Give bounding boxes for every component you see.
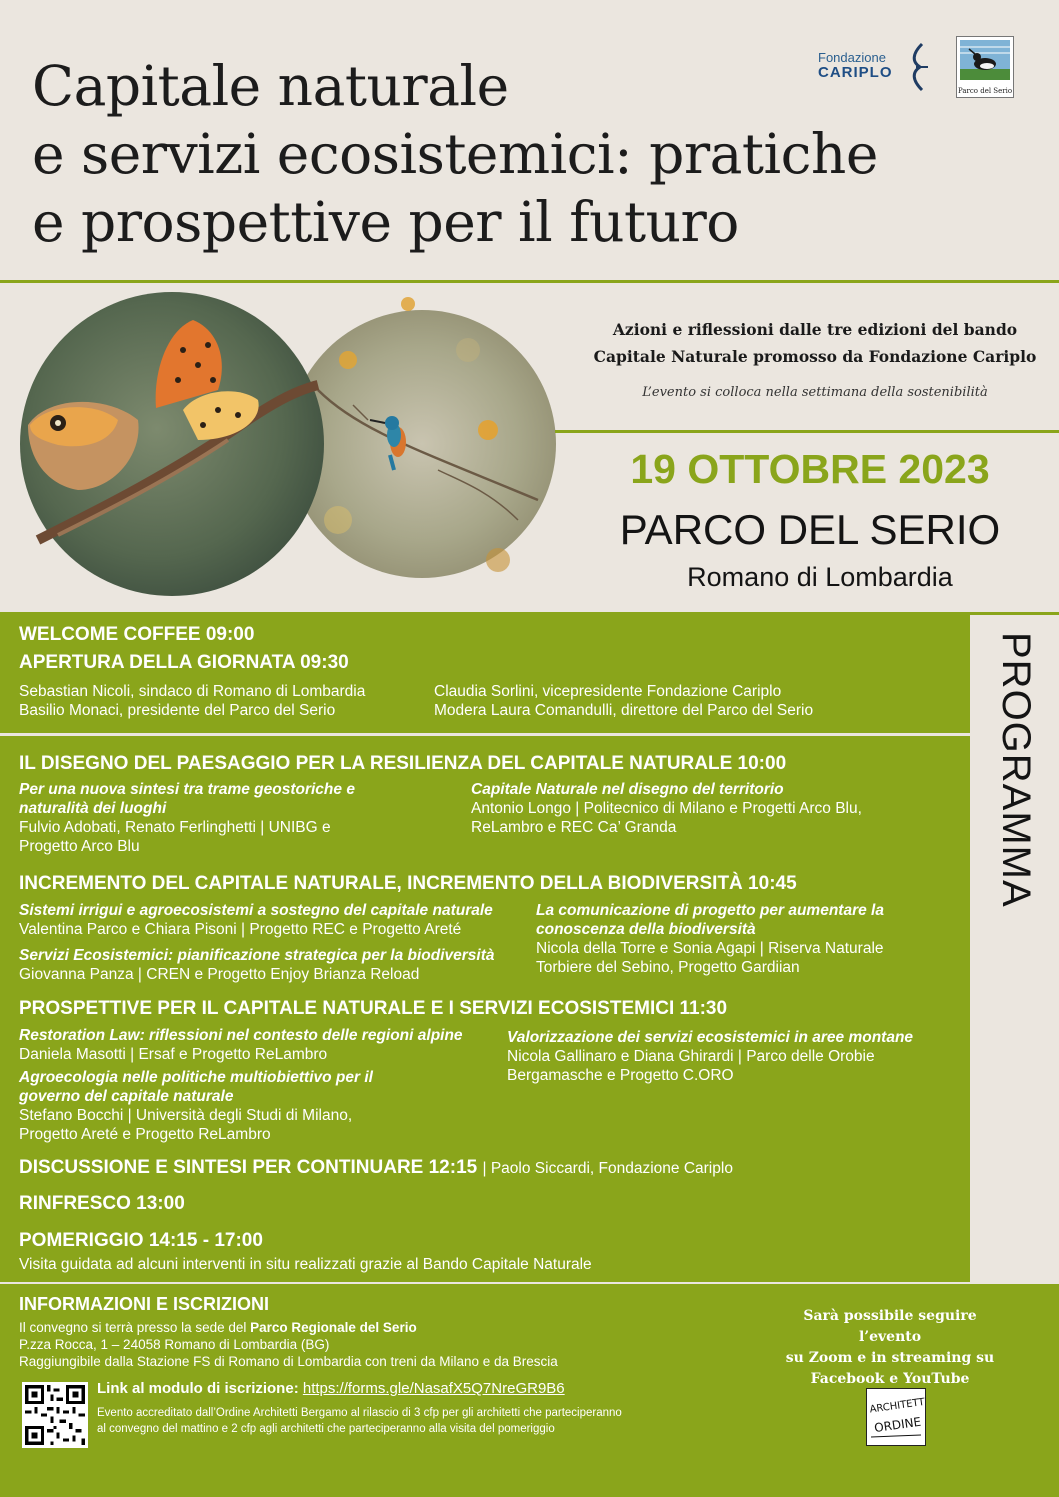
kingfisher-photo xyxy=(288,297,556,578)
info-title: INFORMAZIONI E ISCRIZIONI xyxy=(19,1294,269,1314)
section-2-talk-c xyxy=(536,901,956,977)
middle-divider xyxy=(555,430,1059,433)
info-address xyxy=(19,1319,739,1370)
talk-speakers: Progetto Arco Blu xyxy=(19,838,140,855)
talk-speakers: Giovanna Panza | CREN e Progetto Enjoy Brianza Reload xyxy=(19,966,420,983)
event-date: 19 OTTOBRE 2023 xyxy=(630,446,990,492)
fondazione-cariplo-logo xyxy=(818,42,930,92)
section-1-talk-a xyxy=(19,780,459,856)
talk-title: conoscenza della biodiversità xyxy=(536,921,756,938)
talk-speakers: ReLambro e REC Ca’ Granda xyxy=(471,819,677,836)
section-1-talk-b xyxy=(471,780,961,837)
event-subtitle xyxy=(580,316,1050,370)
cariplo-logo-line-2: CARIPLO xyxy=(818,64,893,81)
talk-speakers: Daniela Masotti | Ersaf e Progetto ReLambro xyxy=(19,1046,328,1063)
info-line: Raggiungibile dalla Stazione FS di Romano di Lombardia con treni da Milano e da Brescia xyxy=(19,1354,558,1369)
info-venue-prefix: Il convegno si terrà presso la sede del xyxy=(19,1320,251,1335)
title-line-1: Capitale naturale xyxy=(32,54,509,118)
lunch: RINFRESCO 13:00 xyxy=(19,1193,185,1214)
streaming-line: Sarà possibile seguire l’evento xyxy=(803,1308,977,1345)
title-line-2: e servizi ecosistemici: pratiche xyxy=(32,122,878,186)
architects-stamp-icon xyxy=(867,1389,925,1445)
opening-speaker: Claudia Sorlini, vicepresidente Fondazione Cariplo xyxy=(434,683,782,700)
afternoon-title: POMERIGGIO 14:15 - 17:00 xyxy=(19,1230,263,1251)
streaming-line: su Zoom e in streaming su xyxy=(785,1350,995,1366)
section-1-title: IL DISEGNO DEL PAESAGGIO PER LA RESILIENZA DEL CAPITALE NATURALE 10:00 xyxy=(19,753,787,774)
info-line: P.zza Rocca, 1 – 24058 Romano di Lombardia (BG) xyxy=(19,1337,330,1352)
subtitle-line-1: Azioni e riflessioni dalle tre edizioni del bando xyxy=(612,320,1018,339)
program-divider xyxy=(0,733,970,736)
info-line xyxy=(19,1319,739,1336)
afternoon-text: Visita guidata ad alcuni interventi in situ realizzati grazie al Bando Capitale Naturale xyxy=(19,1256,592,1273)
talk-title: governo del capitale naturale xyxy=(19,1088,234,1105)
accreditation-note xyxy=(97,1405,777,1437)
sustainability-note: L’evento si colloca nella settimana della sostenibilità xyxy=(642,385,988,400)
talk-title: Per una nuova sintesi tra trame geostoriche e xyxy=(19,781,355,798)
talk-title: La comunicazione di progetto per aumentare la xyxy=(536,902,884,919)
lapwing-bird-icon xyxy=(957,37,1013,83)
talk-title: Capitale Naturale nel disegno del territorio xyxy=(471,781,784,798)
opening-speakers-left xyxy=(19,682,429,720)
subtitle-line-2: Capitale Naturale promosso da Fondazione Cariplo xyxy=(593,347,1037,366)
talk-title: Servizi Ecosistemici: pianificazione strategica per la biodiversità xyxy=(19,947,495,964)
talk-speakers: Nicola della Torre e Sonia Agapi | Riserva Naturale xyxy=(536,940,884,957)
discussion-title: DISCUSSIONE E SINTESI PER CONTINUARE 12:15 xyxy=(19,1157,478,1178)
program-label xyxy=(988,632,1038,922)
talk-speakers: Antonio Longo | Politecnico di Milano e Progetti Arco Blu, xyxy=(471,800,862,817)
discussion xyxy=(19,1157,733,1179)
cariplo-logo-line-1: Fondazione xyxy=(818,50,886,65)
talk-speakers: Stefano Bocchi | Università degli Studi di Milano, xyxy=(19,1107,353,1124)
svg-text:ARCHITETTI: ARCHITETTI xyxy=(869,1396,925,1416)
welcome-coffee: WELCOME COFFEE 09:00 xyxy=(19,624,255,645)
talk-title: Restoration Law: riflessioni nel contesto delle regioni alpine xyxy=(19,1027,463,1044)
qr-code-icon[interactable] xyxy=(22,1382,88,1448)
parco-del-serio-logo xyxy=(956,36,1014,98)
discussion-speaker: | Paolo Siccardi, Fondazione Cariplo xyxy=(482,1160,733,1177)
opening-title: APERTURA DELLA GIORNATA 09:30 xyxy=(19,652,349,673)
info-venue-name: Parco Regionale del Serio xyxy=(250,1320,417,1335)
butterfly-photo xyxy=(20,292,324,596)
talk-title: Agroecologia nelle politiche multiobiettivo per il xyxy=(19,1069,373,1086)
section-2-title: INCREMENTO DEL CAPITALE NATURALE, INCREMENTO DELLA BIODIVERSITÀ 10:45 xyxy=(19,873,797,894)
parco-del-serio-logo-caption: Parco del Serio xyxy=(957,87,1013,95)
accreditation-line: Evento accreditato dall’Ordine Architetti Bergamo al rilascio di 3 cfp per gli architetti che parteciperanno xyxy=(97,1407,622,1419)
section-2-talk-b xyxy=(19,946,529,984)
talk-speakers: Progetto Areté e Progetto ReLambro xyxy=(19,1126,271,1143)
accreditation-line: al convegno del mattino e 2 cfp agli architetti che parteciperanno alla visita del pomeriggio xyxy=(97,1423,555,1435)
ordine-architetti-stamp xyxy=(866,1388,926,1446)
registration-link[interactable]: https://forms.gle/NasafX5Q7NreGR9B6 xyxy=(302,1380,565,1397)
page-title xyxy=(32,52,932,256)
opening-speakers-right xyxy=(434,682,954,720)
program-label-text: PROGRAMMA xyxy=(994,632,1038,908)
title-line-3: e prospettive per il futuro xyxy=(32,190,739,254)
event-city: Romano di Lombardia xyxy=(687,562,953,592)
talk-speakers: Bergamasche e Progetto C.ORO xyxy=(507,1067,734,1084)
registration-link-label: Link al modulo di iscrizione: xyxy=(97,1380,303,1397)
svg-text:ORDINE: ORDINE xyxy=(873,1414,922,1436)
talk-title: Valorizzazione dei servizi ecosistemici in aree montane xyxy=(507,1029,914,1046)
opening-speaker: Basilio Monaci, presidente del Parco del Serio xyxy=(19,702,336,719)
talk-speakers: Nicola Gallinaro e Diana Ghirardi | Parco delle Orobie xyxy=(507,1048,875,1065)
top-divider xyxy=(0,280,1059,283)
talk-speakers: Valentina Parco e Chiara Pisoni | Progetto REC e Progetto Areté xyxy=(19,921,462,938)
event-venue: PARCO DEL SERIO xyxy=(619,506,1001,553)
opening-speaker: Sebastian Nicoli, sindaco di Romano di Lombardia xyxy=(19,683,366,700)
streaming-note xyxy=(770,1306,1010,1390)
talk-title: naturalità dei luoghi xyxy=(19,800,167,817)
cariplo-mark-icon xyxy=(906,42,930,92)
section-3-talk-c xyxy=(507,1028,962,1085)
section-3-talk-a xyxy=(19,1026,499,1064)
registration-link-row xyxy=(97,1379,757,1398)
section-3-title: PROSPETTIVE PER IL CAPITALE NATURALE E I SERVIZI ECOSISTEMICI 11:30 xyxy=(19,998,728,1019)
section-2-talk-a xyxy=(19,901,529,939)
section-3-talk-b xyxy=(19,1068,499,1144)
talk-speakers: Torbiere del Sebino, Progetto Gardiian xyxy=(536,959,800,976)
opening-speaker: Modera Laura Comandulli, direttore del Parco del Serio xyxy=(434,702,814,719)
streaming-line: Facebook e YouTube xyxy=(810,1371,970,1387)
talk-title: Sistemi irrigui e agroecosistemi a sostegno del capitale naturale xyxy=(19,902,493,919)
nature-photos xyxy=(18,290,558,600)
talk-speakers: Fulvio Adobati, Renato Ferlinghetti | UNIBG e xyxy=(19,819,331,836)
